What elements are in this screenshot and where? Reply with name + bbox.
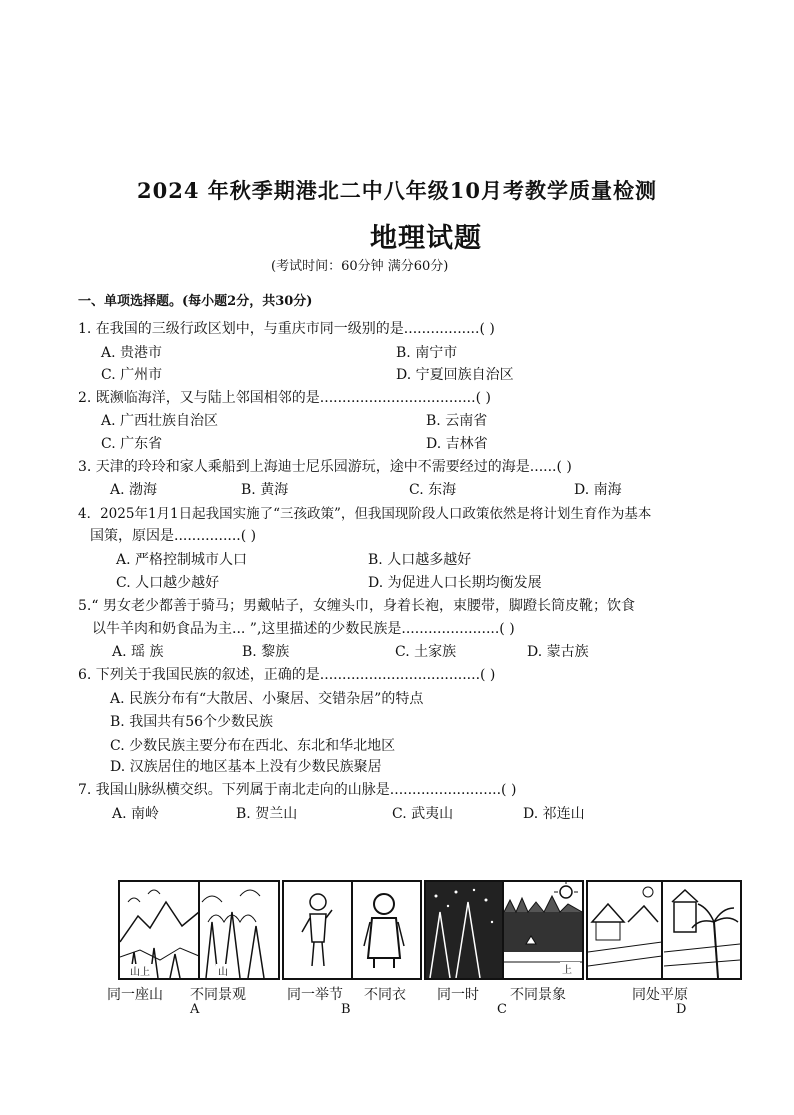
panel-c-image <box>424 880 584 980</box>
caption-b-1: 同一举节 <box>287 987 343 1003</box>
question-2-option-a: A. 广西壮族自治区 <box>101 413 219 429</box>
panel-a-inner-label-2: 山 <box>218 967 228 978</box>
question-1-option-d: D. 宁夏回族自治区 <box>396 367 514 383</box>
figure-label-c: C <box>497 1002 507 1017</box>
question-3-option-d: D. 南海 <box>574 482 622 498</box>
question-4-stem-continued: 国策，原因是...............( ) <box>90 528 257 544</box>
figure-label-d: D <box>676 1002 687 1017</box>
question-6-option-a: A. 民族分布有“大散居、小聚居、交错杂居”的特点 <box>110 691 424 707</box>
question-6-stem: 6. 下列关于我国民族的叙述，正确的是....................................( ) <box>78 667 496 683</box>
question-2-option-c: C. 广东省 <box>101 436 163 452</box>
question-2-option-b: B. 云南省 <box>426 413 488 429</box>
question-1-option-b: B. 南宁市 <box>396 345 458 361</box>
question-4-option-d: D. 为促进人口长期均衡发展 <box>368 575 542 591</box>
question-1-option-a: A. 贵港市 <box>101 345 163 361</box>
question-7-option-a: A. 南岭 <box>112 806 160 822</box>
figure-label-b: B <box>341 1002 351 1017</box>
question-5-option-d: D. 蒙古族 <box>527 644 589 660</box>
question-1-stem: 1. 在我国的三级行政区划中，与重庆市同一级别的是.................( ) <box>78 321 495 337</box>
question-7-option-b: B. 贺兰山 <box>236 806 298 822</box>
figure-label-a: A <box>190 1002 200 1017</box>
question-6-option-d: D. 汉族居住的地区基本上没有少数民族聚居 <box>110 759 382 775</box>
question-2-stem: 2. 既濒临海洋，又与陆上邻国相邻的是...................................( ) <box>78 390 491 406</box>
question-5-stem-continued: 以牛羊肉和奶食品为主... ”,这里描述的少数民族是......................( ) <box>92 621 515 637</box>
question-3-option-a: A. 渤海 <box>110 482 158 498</box>
panel-a-inner-label-1: 山上 <box>130 967 150 978</box>
question-3-stem: 3. 天津的玲玲和家人乘船到上海迪士尼乐园游玩，途中不需要经过的海是......( ) <box>78 459 572 475</box>
question-6-option-b: B. 我国共有56个少数民族 <box>110 714 274 730</box>
panel-a-image <box>118 880 280 980</box>
subject-title: 地理试题 <box>370 223 482 254</box>
caption-d-1: 同处平原 <box>632 987 688 1003</box>
panel-d-image <box>586 880 742 980</box>
question-6-option-c: C. 少数民族主要分布在西北、东北和华北地区 <box>110 738 396 754</box>
panel-c-inner-label: 上 <box>562 965 572 976</box>
exam-info: (考试时间：60分钟 满分60分) <box>271 259 449 274</box>
question-7-option-c: C. 武夷山 <box>392 806 454 822</box>
question-3-option-c: C. 东海 <box>409 482 457 498</box>
panel-b-image <box>282 880 422 980</box>
caption-c-1: 同一时 <box>437 987 479 1003</box>
question-4-option-c: C. 人口越少越好 <box>116 575 220 591</box>
section-heading: 一、单项选择题。(每小题2分，共30分) <box>78 294 313 309</box>
question-4-option-a: A. 严格控制城市人口 <box>116 552 248 568</box>
exam-title: 2024 年秋季期港北二中八年级10月考教学质量检测 <box>137 178 657 203</box>
question-5-option-a: A. 瑶 族 <box>112 644 164 660</box>
question-3-option-b: B. 黄海 <box>241 482 289 498</box>
question-5-option-b: B. 黎族 <box>242 644 290 660</box>
question-7-stem: 7. 我国山脉纵横交织。下列属于南北走向的山脉是.........................( ) <box>78 782 517 798</box>
question-5-stem: 5.“ 男女老少都善于骑马；男戴帖子，女缠头巾，身着长袍，束腰带，脚蹬长筒皮靴；饮食 <box>78 598 635 614</box>
caption-a-1: 同一座山 <box>107 987 163 1003</box>
question-2-option-d: D. 吉林省 <box>426 436 488 452</box>
question-4-stem: 4．2025年1月1日起我国实施了“三孩政策”，但我国现阶段人口政策依然是将计划生育作为基本 <box>78 506 652 522</box>
question-5-option-c: C. 土家族 <box>395 644 457 660</box>
caption-c-2: 不同景象 <box>510 987 566 1003</box>
question-7-option-d: D. 祁连山 <box>523 806 585 822</box>
question-4-option-b: B. 人口越多越好 <box>368 552 472 568</box>
caption-b-2: 不同衣 <box>364 987 406 1003</box>
caption-a-2: 不同景观 <box>190 987 246 1003</box>
question-1-option-c: C. 广州市 <box>101 367 163 383</box>
